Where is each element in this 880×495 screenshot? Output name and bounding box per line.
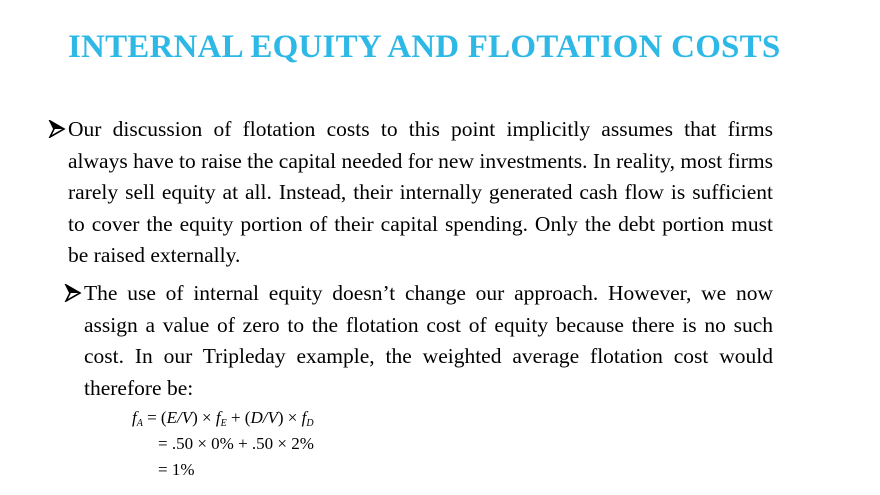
formula-line-2: = .50 × 0% + .50 × 2% (158, 434, 314, 453)
formula-fd-sub: D (306, 418, 314, 429)
formula-fe: f (215, 408, 221, 427)
formula-dv: D/V (250, 408, 278, 427)
formula-line-3: = 1% (158, 460, 195, 479)
flotation-cost-formula (132, 408, 462, 488)
bullet-internal-cash-flow: Our discussion of flotation costs to this point implicitly assumes that firms always have to raise the capital needed for new investments. In reality, most firms rarely sell equity at all. Instead, their internally generated cash flow is sufficient to cover the equity portion of their capital spending. Only the debt portion must be raised externally. (68, 117, 773, 267)
formula-ev: E/V (166, 408, 193, 427)
bullet-internal-equity-approach: The use of internal equity doesn’t change our approach. However, we now assign a value of zero to the flotation cost of equity because there is no such cost. In our Tripleday example, the weighted average flotation cost would therefore be: (84, 281, 773, 400)
arrow-bullet-icon (48, 120, 66, 138)
formula-lhs: f (132, 408, 137, 427)
arrow-bullet-icon (64, 284, 82, 302)
formula-fe-sub: E (220, 418, 227, 429)
formula-fd: f (301, 408, 307, 427)
formula-lhs-sub: A (136, 418, 143, 429)
formula-times-fe: ) × (192, 408, 216, 427)
formula-line-1 (132, 408, 314, 429)
formula-times-fd: ) × (277, 408, 302, 427)
formula-plus: + ( (226, 408, 251, 427)
formula-eq: = ( (142, 408, 167, 427)
slide-title: INTERNAL EQUITY AND FLOTATION COSTS (68, 29, 781, 65)
